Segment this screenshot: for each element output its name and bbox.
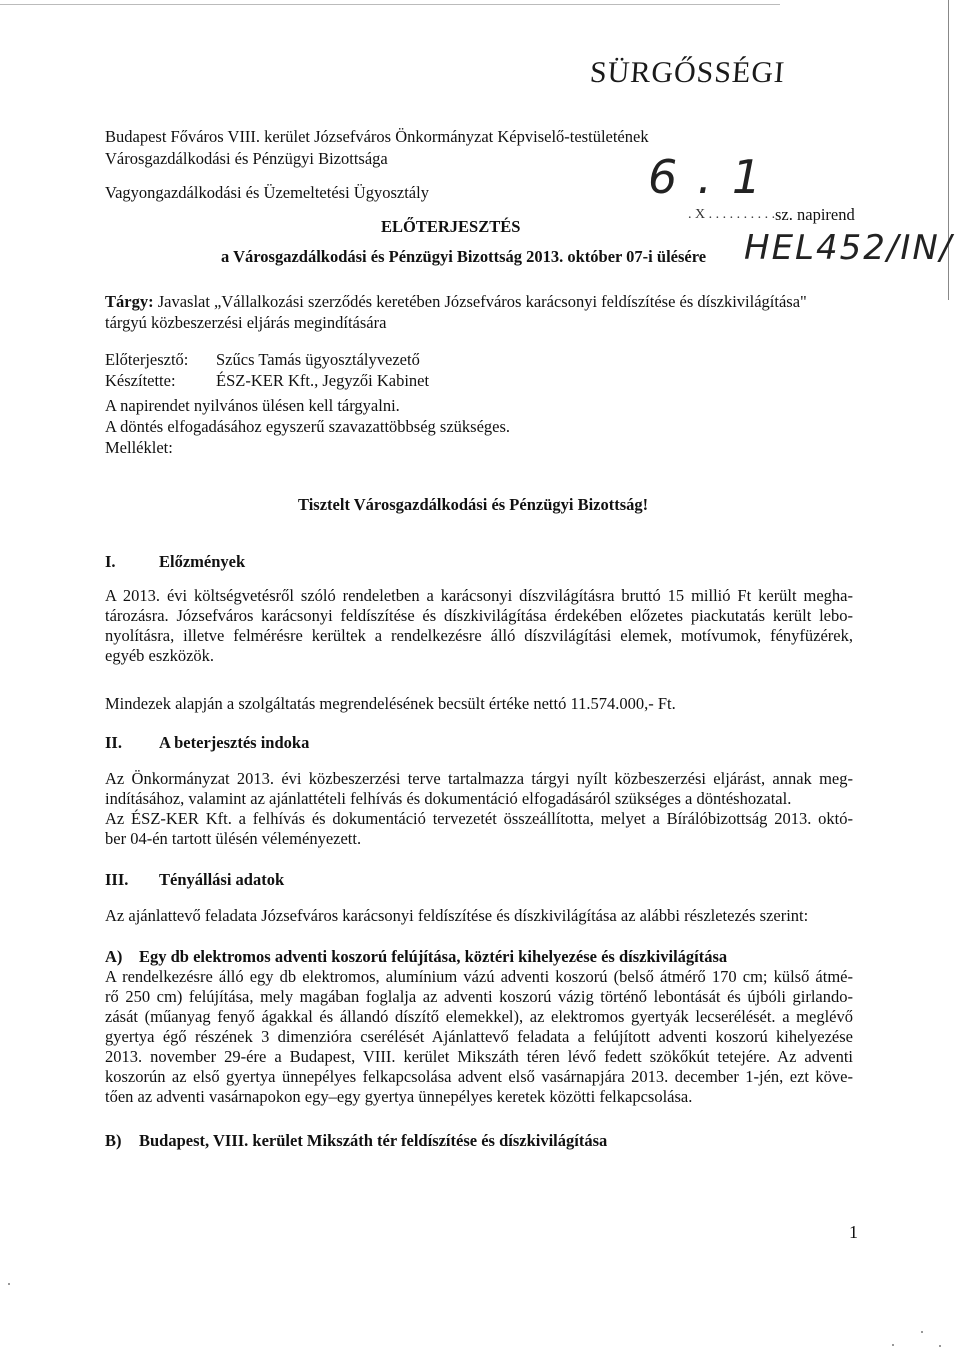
scan-top-line: [0, 4, 780, 5]
section-title: Tényállási adatok: [159, 870, 285, 889]
text-line: gyertya égő részének 3 dimenzióra cserélését Ajánlattevő feladata a felújított adventi koszorú kihelyezése: [105, 1027, 853, 1046]
section-number: I.: [105, 552, 116, 571]
text-line: tározásra. Józsefváros karácsonyi feldíszítése és díszkivilágítása érdekében előzetes piackutatás került lebo-: [105, 606, 853, 625]
subsection-a-body: [105, 967, 853, 1107]
subject-line-2: tárgyú közbeszerzési eljárás megindítására: [105, 313, 387, 332]
subsection-label: B): [105, 1131, 122, 1150]
document-title: ELŐTERJESZTÉS: [381, 217, 521, 236]
subsection-a-heading: [105, 947, 727, 967]
section-1-paragraph-1: [105, 586, 853, 666]
section-1-paragraph-2: [105, 694, 853, 714]
handwritten-registry-code: HEL452/IN/: [744, 228, 954, 268]
subject-label: Tárgy:: [105, 292, 154, 311]
text-line: Az Önkormányzat 2013. évi közbeszerzési terve tartalmazza tárgyi nyílt közbeszerzési eljárást, annak meg-: [105, 769, 853, 788]
section-title: A beterjesztés indoka: [159, 733, 310, 752]
section-3-paragraph-1: [105, 906, 853, 926]
text-line: Az ajánlattevő feladata Józsefváros karácsonyi feldíszítése és díszkivilágítása az alábbi részletezés szerint:: [105, 906, 809, 925]
text-line: koszorún az első gyertya ünnepélyes felkapcsolása advent első vasárnapjára 2013. december 1-jén, ezt köve-: [105, 1067, 853, 1086]
text-line: ber 04-én tartott ülésén véleményezett.: [105, 829, 362, 848]
section-number: III.: [105, 870, 129, 889]
section-title: Előzmények: [159, 552, 246, 571]
subsection-title: Egy db elektromos adventi koszorú felújítása, köztéri kihelyezése és díszkivilágítása: [139, 947, 728, 966]
public-session-note: A napirendet nyilvános ülésen kell tárgyalni.: [105, 396, 400, 415]
header-line-3: Vagyongazdálkodási és Üzemeltetési Ügyosztály: [105, 183, 429, 202]
subsection-b-heading: [105, 1131, 607, 1151]
subject-line-1: [105, 292, 807, 312]
subsection-label: A): [105, 947, 123, 966]
text-line: zását (műanyag fenyő ágakkal és állandó díszítő elemekkel), az elektromos gyertyák lecserélését. a meglévő: [105, 1007, 853, 1026]
prepared-value: ÉSZ-KER Kft., Jegyzői Kabinet: [216, 371, 430, 390]
subsection-title: Budapest, VIII. kerület Mikszáth tér feldíszítése és díszkivilágítása: [139, 1131, 608, 1150]
handwritten-agenda-number: 6.1: [648, 150, 782, 204]
section-heading-3: [105, 870, 284, 890]
prepared-label: Készítette:: [105, 371, 176, 390]
text-line: indításához, valamint az ajánlattételi felhívás és dokumentáció elfogadásáról szükséges a döntéshozatal.: [105, 789, 792, 808]
text-line: nyolításra, illetve felmérésre kerültek a rendelkezésre álló díszvilágítási elemek, motívumok, fényfüzérek,: [105, 626, 853, 645]
section-heading-1: [105, 552, 245, 572]
majority-note: A döntés elfogadásához egyszerű szavazattöbbség szükséges.: [105, 417, 511, 436]
text-line: tően az adventi vasárnapokon egy–egy gyertya ünnepélyes keretek közötti felkapcsolása.: [105, 1087, 693, 1106]
scan-speck: [921, 1331, 923, 1333]
agenda-suffix: sz. napirend: [775, 205, 855, 224]
presenter-value: Szűcs Tamás ügyosztályvezető: [216, 350, 420, 369]
agenda-dots: . X . . . . . . . . . .: [688, 207, 776, 222]
text-line: A rendelkezésre álló egy db elektromos, alumínium vázú adventi koszorú (belső átmérő 170 cm; külső átmé-: [105, 967, 853, 986]
subject-text-1: Javaslat „Vállalkozási szerződés keretében Józsefváros karácsonyi feldíszítése és díszkivilágítása": [157, 292, 807, 311]
salutation: Tisztelt Városgazdálkodási és Pénzügyi Bizottság!: [298, 495, 649, 514]
section-heading-2: [105, 733, 309, 753]
section-number: II.: [105, 733, 122, 752]
text-line: egyéb eszközök.: [105, 646, 215, 665]
urgency-stamp: SÜRGŐSSÉGI: [588, 56, 787, 89]
text-line: A 2013. évi költségvetésről szóló rendeletben a karácsonyi díszvilágításra bruttó 15 millió Ft került megha-: [105, 586, 853, 605]
text-line: Az ÉSZ-KER Kft. a felhívás és dokumentáció tervezetét összeállította, melyet a Bírálóbizottság 2013. októ-: [105, 809, 853, 828]
text-line: rő 250 cm) felújítása, mely magában foglalja az adventi koszorú vázig történő lebontását és újbóli girlando-: [105, 987, 853, 1006]
header-line-2: Városgazdálkodási és Pénzügyi Bizottsága: [105, 149, 388, 168]
scan-speck: [8, 1283, 10, 1285]
header-line-1: Budapest Főváros VIII. kerület Józsefváros Önkormányzat Képviselő-testületének: [105, 127, 649, 146]
page-number: 1: [849, 1222, 858, 1242]
document-subtitle: a Városgazdálkodási és Pénzügyi Bizottság 2013. október 07-i ülésére: [221, 247, 707, 266]
text-line: 2013. november 29-ére a Budapest, VIII. kerület Mikszáth téren lévő fedett szökőkút tetejére. Az adventi: [105, 1047, 853, 1066]
attachment-label: Melléklet:: [105, 438, 173, 457]
section-2-paragraph-1: [105, 769, 853, 849]
scan-speck: [939, 1345, 941, 1347]
text-line: Mindezek alapján a szolgáltatás megrendelésének becsült értéke nettó 11.574.000,- Ft.: [105, 694, 676, 713]
presenter-label: Előterjesztő:: [105, 350, 189, 369]
scan-speck: [892, 1344, 894, 1346]
